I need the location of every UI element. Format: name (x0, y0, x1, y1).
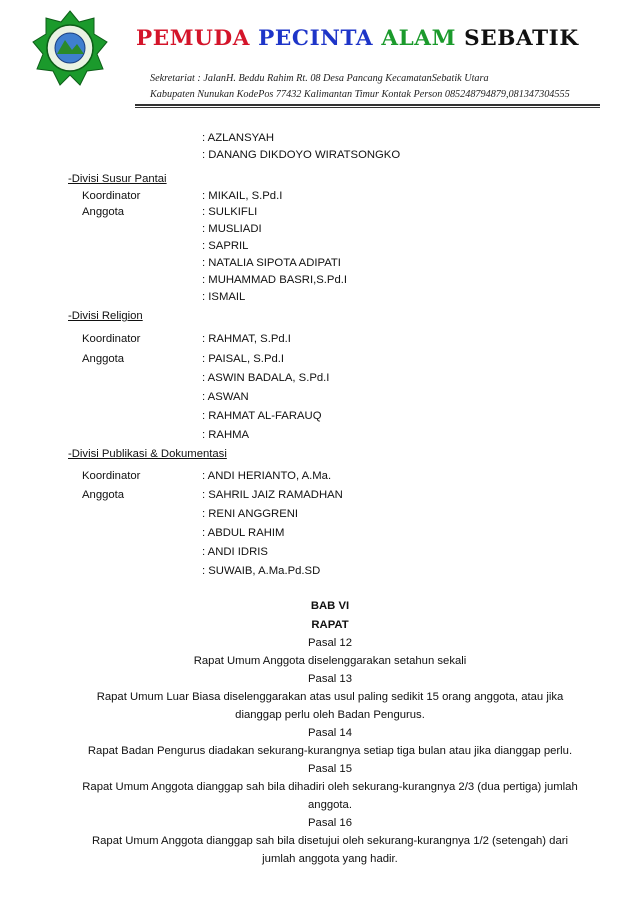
coordinator-value: : ANDI HERIANTO, A.Ma. (202, 470, 332, 482)
member-label: Anggota (82, 206, 125, 218)
member-value: : PAISAL, S.Pd.I (202, 353, 285, 365)
article-heading: Pasal 13 (308, 673, 352, 685)
member-value: : ISMAIL (202, 291, 246, 303)
coordinator-label: Koordinator (82, 333, 141, 345)
header-divider (135, 104, 600, 106)
address-line-1: Sekretariat : JalanH. Beddu Rahim Rt. 08 Desa Pancang KecamatanSebatik Utara (150, 73, 489, 84)
division-heading: -Divisi Susur Pantai (68, 173, 167, 185)
title-word-2: PECINTA (258, 26, 374, 51)
title-word-4: SEBATIK (464, 26, 579, 51)
article-heading: Pasal 12 (308, 637, 352, 649)
title-word-1: PEMUDA (136, 26, 251, 51)
member-value: : DANANG DIKDOYO WIRATSONGKO (202, 149, 401, 161)
article-text: dianggap perlu oleh Badan Pengurus. (235, 709, 425, 721)
member-value: : SAPRIL (202, 240, 249, 252)
member-label: Anggota (82, 353, 125, 365)
coordinator-value: : MIKAIL, S.Pd.I (202, 190, 283, 202)
article-text: Rapat Umum Anggota diselenggarakan setahun sekali (193, 655, 467, 667)
header-divider-thin (135, 107, 600, 108)
title-word-3: ALAM (381, 26, 456, 51)
organization-title (136, 26, 579, 51)
member-value: : MUHAMMAD BASRI,S.Pd.I (202, 274, 348, 286)
article-text: jumlah anggota yang hadir. (262, 853, 398, 865)
article-text: Rapat Umum Anggota dianggap sah bila disetujui oleh sekurang-kurangnya 1/2 (setengah) dari (91, 835, 569, 847)
member-value: : ANDI IDRIS (202, 546, 268, 558)
article-heading: Pasal 16 (308, 817, 352, 829)
member-value: : NATALIA SIPOTA ADIPATI (202, 257, 341, 269)
member-value: : MUSLIADI (202, 223, 262, 235)
chapter-number: BAB VI (310, 600, 350, 612)
article-heading: Pasal 15 (308, 763, 352, 775)
member-value: : ASWAN (202, 391, 249, 403)
member-value: : AZLANSYAH (202, 132, 274, 144)
article-heading: Pasal 14 (308, 727, 352, 739)
coordinator-value: : RAHMAT, S.Pd.I (202, 333, 291, 345)
member-value: : RENI ANGGRENI (202, 508, 299, 520)
article-text: Rapat Umum Luar Biasa diselenggarakan atas usul paling sedikit 15 orang anggota, atau jika (96, 691, 564, 703)
member-value: : SAHRIL JAIZ RAMADHAN (202, 489, 343, 501)
article-text: Rapat Umum Anggota dianggap sah bila dihadiri oleh sekurang-kurangnya 2/3 (dua pertiga) jumlah (82, 781, 578, 793)
division-heading: -Divisi Publikasi & Dokumentasi (68, 448, 227, 460)
article-text: anggota. (308, 799, 352, 811)
member-value: : SULKIFLI (202, 206, 258, 218)
division-heading: -Divisi Religion (68, 310, 143, 322)
address-line-2: Kabupaten Nunukan KodePos 77432 Kalimantan Timur Kontak Person 085248794879,081347304555 (150, 89, 570, 100)
member-value: : ASWIN BADALA, S.Pd.I (202, 372, 330, 384)
article-text: Rapat Badan Pengurus diadakan sekurang-kurangnya setiap tiga bulan atau jika dianggap perlu. (87, 745, 573, 757)
chapter-name: RAPAT (311, 619, 349, 631)
member-value: : RAHMA (202, 429, 250, 441)
member-label: Anggota (82, 489, 125, 501)
member-value: : ABDUL RAHIM (202, 527, 285, 539)
coordinator-label: Koordinator (82, 190, 141, 202)
organization-logo (32, 10, 108, 86)
coordinator-label: Koordinator (82, 470, 141, 482)
member-value: : RAHMAT AL-FARAUQ (202, 410, 322, 422)
member-value: : SUWAIB, A.Ma.Pd.SD (202, 565, 321, 577)
